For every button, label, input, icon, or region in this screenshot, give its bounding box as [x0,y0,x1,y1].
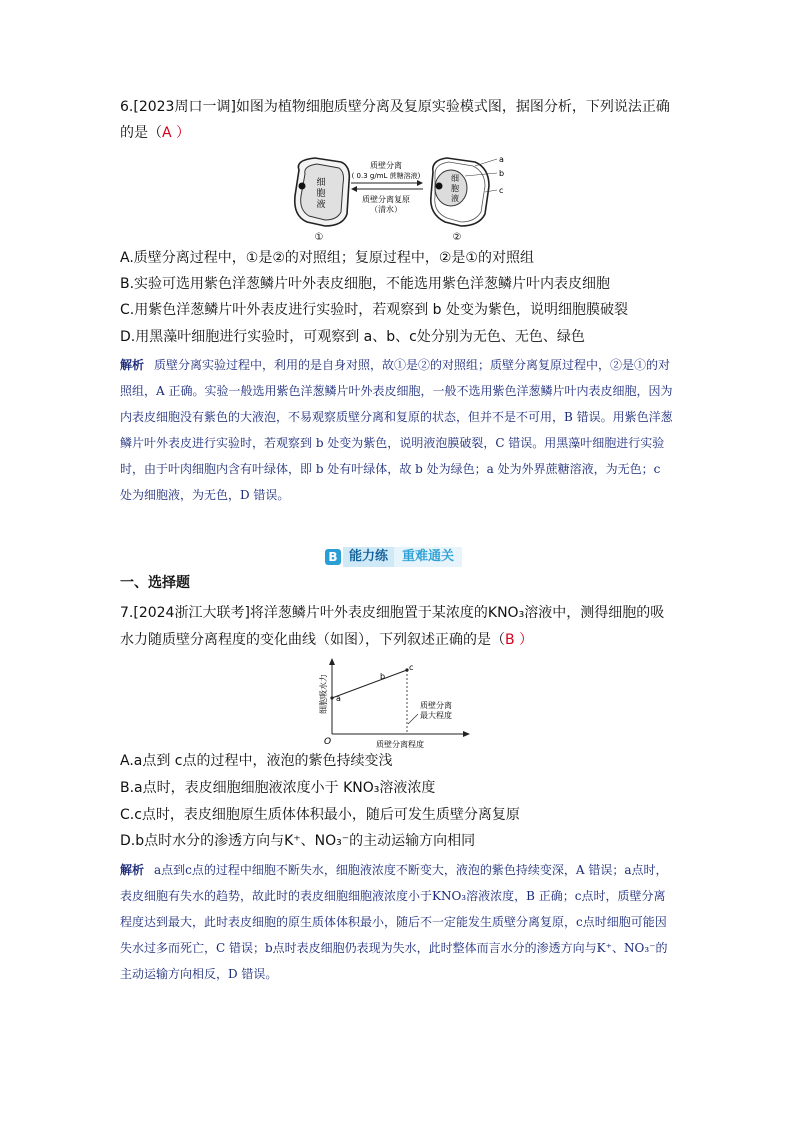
q6-plasmolysis-figure [285,152,515,242]
q6-option-c: C.用紫色洋葱鳞片叶外表皮进行实验时，若观察到 b 处变为紫色，说明细胞膜破裂 [120,302,629,318]
cell2-text-1: 细 [451,174,459,183]
banner-sub: 重难通关 [394,547,462,567]
banner-badge: B [325,549,341,565]
x-axis-label: 质壁分离程度 [376,740,424,748]
cell-2 [431,158,497,226]
q6-option-a: A.质壁分离过程中，①是②的对照组；复原过程中，②是①的对照组 [120,250,534,266]
q7-explanation-label: 解析 [120,863,145,877]
section-banner [325,547,462,567]
q6-stem-line1: 6.[2023周口一调]如图为植物细胞质壁分离及复原实验模式图，据图分析，下列说法正确 [120,99,670,115]
section-title: 一、选择题 [120,575,190,591]
label-b: b [499,169,505,178]
q7-answer: B [505,632,515,648]
q7-option-d: D.b点时水分的渗透方向与K⁺、NO₃⁻的主动运输方向相同 [120,833,476,849]
q6-option-b: B.实验可选用紫色洋葱鳞片叶外表皮细胞，不能选用紫色洋葱鳞片叶内表皮细胞 [120,276,611,292]
point-b-label: b [380,672,386,681]
cell2-text-3: 液 [451,194,459,203]
q7-stem-line1: 7.[2024浙江大联考]将洋葱鳞片叶外表皮细胞置于某浓度的KNO₃溶液中，测得细胞的吸 [120,605,665,621]
label-c: c [499,186,504,195]
q6-answer: A [162,125,172,141]
q6-stem-lead: 的是（ [120,125,162,141]
banner-main: 能力练 [343,547,394,567]
q6-explanation-text: 质壁分离实验过程中，利用的是自身对照，故①是②的对照组；质壁分离复原过程中，②是①的对照组，A 正确。实验一般选用紫色洋葱鳞片叶外表皮细胞，一般不选用紫色洋葱鳞片叶内表皮细胞，因为内表皮细胞没有紫色的大液泡，不易观察质壁分离和复原的状态，但并不是不可用，B 错误。用紫色洋葱鳞片叶外表皮进行实验时，若观察到 b 处变为紫色，说明液泡膜破裂，C 错误。用黑藻叶细胞进行实验时，由于叶肉细胞内含有叶绿体，即 b 处有叶绿体，故 b 处为绿色；a 处为外界蔗糖溶液，为无色；c 处为细胞液，为无色，D 错误。 [120,358,673,502]
origin-label: O [324,737,332,747]
point-a-label: a [336,694,341,703]
annotation-line1: 质壁分离 [420,701,452,710]
q7-stem-line2 [120,630,533,650]
q6-explanation [120,352,676,508]
point-c-label: c [409,663,414,672]
cell1-text-1: 细 [316,178,326,188]
arrow-bottom-label2: （清水） [370,205,402,214]
cell1-text-3: 液 [316,200,326,210]
q7-option-c: C.c点时，表皮细胞原生质体体积最小，随后可发生质壁分离复原 [120,807,520,823]
label-a: a [499,155,504,164]
q6-option-d: D.用黑藻叶细胞进行实验时，可观察到 a、b、c处分别为无色、无色、绿色 [120,329,585,345]
annotation-line2: 最大程度 [420,711,452,720]
q7-stem-close: ） [514,632,534,648]
q6-stem-close: ） [171,125,191,141]
arrow-bottom-label1: 质壁分离复原 [362,195,410,204]
arrow-top-label1: 质壁分离 [370,161,402,170]
q7-explanation [120,857,676,987]
cell1-text-2: 胞 [316,189,326,199]
q7-option-b: B.a点时，表皮细胞细胞液浓度小于 KNO₃溶液浓度 [120,780,436,796]
y-axis-label: 细胞吸水力 [319,674,328,714]
q7-explanation-text: a点到c点的过程中细胞不断失水，细胞液浓度不断变大，液泡的紫色持续变深，A 错误；a点时，表皮细胞有失水的趋势，故此时的表皮细胞细胞液浓度小于KNO₃溶液浓度，B 正确；c点时，质壁分离程度达到最大，此时表皮细胞的原生质体体积最小，随后不一定能发生质壁分离复原，c点时细胞可能因失水过多而死亡，C 错误；b点时表皮细胞仍表现为失水，此时整体而言水分的渗透方向与K⁺、NO₃⁻的主动运输方向相反，D 错误。 [120,863,668,981]
q7-graph [318,656,478,748]
cell-1 [295,158,350,226]
cell2-number: ② [452,232,462,242]
arrow-top-label2: ( 0.3 g/mL 蔗糖溶液) [351,172,421,180]
cell1-number: ① [314,232,324,242]
q6-stem-line2 [120,123,190,143]
q7-stem-lead: 水力随质壁分离程度的变化曲线（如图），下列叙述正确的是（ [120,632,505,648]
q7-option-a: A.a点到 c点的过程中，液泡的紫色持续变浅 [120,753,393,769]
q6-explanation-label: 解析 [120,358,145,372]
curve-line [332,670,407,698]
cell2-text-2: 胞 [451,184,459,193]
